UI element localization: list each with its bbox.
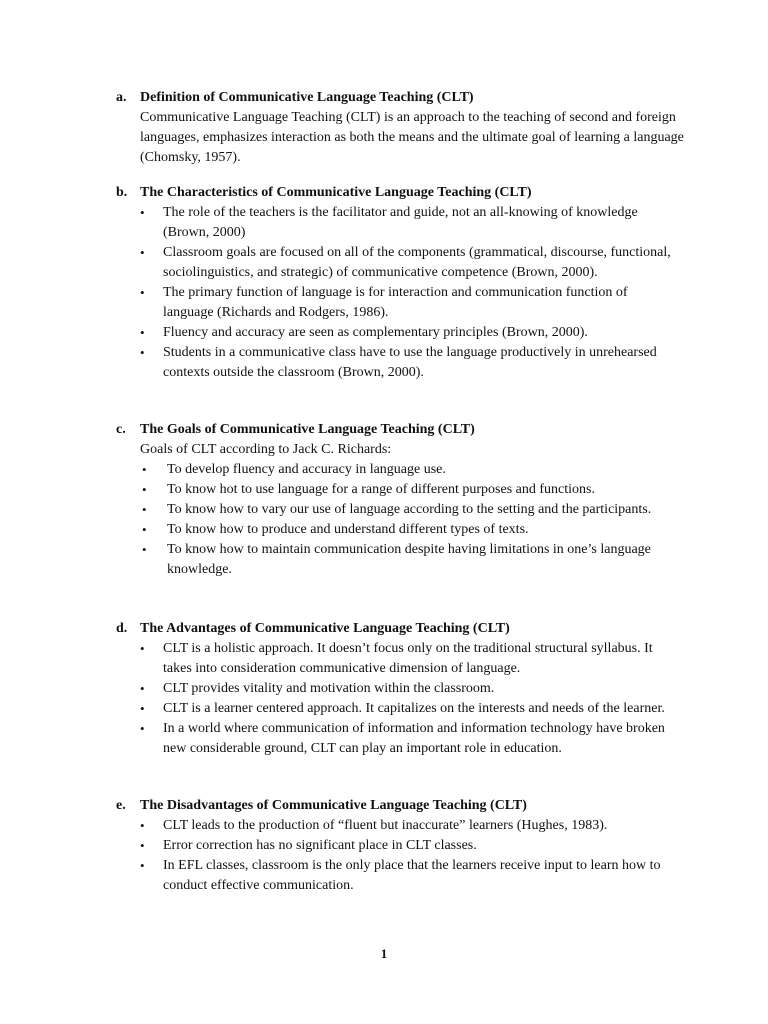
section-c [116,420,686,580]
bullet-list [116,816,686,896]
bullet-icon: • [142,462,147,477]
list-item-text: The role of the teachers is the facilitator and guide, not an all-knowing of knowledge (Brown, 2000) [163,205,638,240]
bullet-list [116,460,686,580]
list-item-text: To know how to produce and understand different types of texts. [167,522,529,537]
list-item-text: CLT provides vitality and motivation within the classroom. [163,681,495,696]
section-title: Definition of Communicative Language Teaching (CLT) [140,90,474,105]
bullet-icon: • [140,325,145,340]
section-b [116,183,686,383]
section-marker: c. [116,422,126,437]
section-paragraph: Communicative Language Teaching (CLT) is an approach to the teaching of second and foreign languages, emphasizes interaction as both the means and the ultimate goal of learning a language (Chomsky, 1957). [140,110,684,165]
bullet-icon: • [140,858,145,873]
list-item-text: To develop fluency and accuracy in language use. [167,462,446,477]
list-item [116,639,686,679]
bullet-icon: • [140,818,145,833]
bullet-icon: • [140,838,145,853]
list-item [116,323,686,343]
list-item-text: In a world where communication of information and information technology have broken new considerable ground, CLT can play an important role in education. [163,721,665,756]
list-item-text: To know how to vary our use of language according to the setting and the participants. [167,502,652,517]
list-item [116,816,686,836]
section-a [116,88,686,168]
section-intro: Goals of CLT according to Jack C. Richards: [140,442,392,457]
page-number: 1 [380,946,388,961]
bullet-icon: • [140,345,145,360]
list-item [116,856,686,896]
list-item-text: To know hot to use language for a range of different purposes and functions. [167,482,595,497]
list-item-text: To know how to maintain communication despite having limitations in one’s language knowledge. [167,542,651,577]
section-title: The Advantages of Communicative Language Teaching (CLT) [140,621,510,636]
section-e [116,796,686,896]
bullet-icon: • [140,641,145,656]
bullet-icon: • [142,502,147,517]
bullet-icon: • [140,245,145,260]
bullet-icon: • [142,522,147,537]
section-title: The Goals of Communicative Language Teaching (CLT) [140,422,475,437]
list-item-text: CLT leads to the production of “fluent but inaccurate” learners (Hughes, 1983). [163,818,608,833]
section-heading [116,88,686,108]
list-item [116,520,686,540]
list-item [116,460,686,480]
section-marker: a. [116,90,127,105]
list-item [116,500,686,520]
list-item-text: Classroom goals are focused on all of the components (grammatical, discourse, functional, sociolinguistics, and strategic) of communicative competence (Brown, 2000). [163,245,671,280]
bullet-icon: • [142,482,147,497]
bullet-icon: • [142,542,147,557]
list-item-text: The primary function of language is for interaction and communication function of language (Richards and Rodgers, 1986). [163,285,628,320]
list-item [116,343,686,383]
section-marker: e. [116,798,126,813]
bullet-icon: • [140,205,145,220]
bullet-icon: • [140,285,145,300]
section-title: The Characteristics of Communicative Language Teaching (CLT) [140,185,532,200]
bullet-list [116,203,686,383]
list-item-text: Fluency and accuracy are seen as complementary principles (Brown, 2000). [163,325,588,340]
section-heading [116,420,686,440]
list-item [116,203,686,243]
section-heading [116,619,686,639]
list-item [116,283,686,323]
section-heading [116,796,686,816]
list-item [116,719,686,759]
list-item [116,679,686,699]
list-item [116,836,686,856]
bullet-icon: • [140,721,145,736]
list-item-text: Error correction has no significant place in CLT classes. [163,838,477,853]
section-d [116,619,686,759]
list-item-text: Students in a communicative class have to use the language productively in unrehearsed contexts outside the classroom (Brown, 2000). [163,345,657,380]
bullet-icon: • [140,681,145,696]
list-item [116,699,686,719]
section-marker: d. [116,621,128,636]
list-item-text: In EFL classes, classroom is the only place that the learners receive input to learn how to conduct effective communication. [163,858,661,893]
list-item [116,540,686,580]
section-marker: b. [116,185,128,200]
list-item-text: CLT is a holistic approach. It doesn’t focus only on the traditional structural syllabus. It takes into consideration communicative dimension of language. [163,641,653,676]
section-title: The Disadvantages of Communicative Language Teaching (CLT) [140,798,527,813]
list-item [116,480,686,500]
bullet-list [116,639,686,759]
list-item-text: CLT is a learner centered approach. It capitalizes on the interests and needs of the learner. [163,701,665,716]
bullet-icon: • [140,701,145,716]
list-item [116,243,686,283]
section-heading [116,183,686,203]
